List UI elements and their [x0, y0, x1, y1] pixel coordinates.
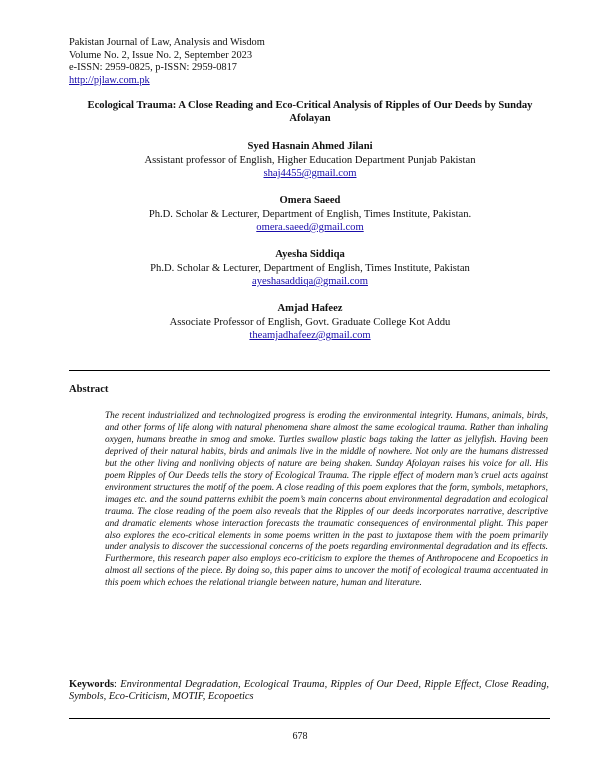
- author-block: [60, 194, 560, 235]
- author-affiliation: Ph.D. Scholar & Lecturer, Department of English, Times Institute, Pakistan.: [148, 208, 472, 220]
- author-block: [60, 302, 560, 343]
- journal-header: [69, 37, 265, 87]
- author-name: Omera Saeed: [279, 195, 341, 206]
- author-email-link[interactable]: ayeshasaddiqa@gmail.com: [252, 276, 368, 287]
- author-name: Ayesha Siddiqa: [275, 249, 345, 260]
- divider-top: [69, 370, 550, 371]
- keywords-block: Keywords: Environmental Degradation, Ecological Trauma, Ripples of Our Deed, Ripple Effect, Close Reading, Symbols, Eco-Criticism, MOTIF, Ecopoetics: [69, 679, 549, 703]
- author-block: [60, 140, 560, 181]
- author-name: Amjad Hafeez: [277, 303, 343, 314]
- keywords-label: Keywords: [69, 679, 115, 690]
- journal-name: Pakistan Journal of Law, Analysis and Wisdom: [69, 37, 265, 48]
- author-affiliation: Associate Professor of English, Govt. Graduate College Kot Addu: [169, 316, 451, 328]
- author-affiliation: Ph.D. Scholar & Lecturer, Department of English, Times Institute, Pakistan: [150, 262, 470, 274]
- author-affiliation: Assistant professor of English, Higher Education Department Punjab Pakistan: [144, 154, 476, 166]
- journal-volume: Volume No. 2, Issue No. 2, September 2023: [69, 49, 253, 61]
- keywords-values: Environmental Degradation, Ecological Trauma, Ripples of Our Deed, Ripple Effect, Close Reading, Symbols, Eco-Criticism, MOTIF, Ecopoetics: [69, 679, 549, 703]
- paper-title: Ecological Trauma: A Close Reading and Eco-Critical Analysis of Ripples of Our Deeds by Sunday Afolayan: [87, 100, 533, 124]
- journal-url-link[interactable]: http://pjlaw.com.pk: [69, 74, 150, 86]
- author-email-link[interactable]: omera.saeed@gmail.com: [256, 222, 364, 233]
- divider-bottom: [69, 718, 550, 719]
- author-name: Syed Hasnain Ahmed Jilani: [247, 141, 373, 152]
- abstract-heading: Abstract: [69, 384, 109, 395]
- journal-issn: e-ISSN: 2959-0825, p-ISSN: 2959-0817: [69, 62, 237, 74]
- page-number: 678: [292, 731, 308, 742]
- author-block: [60, 248, 560, 289]
- abstract-text: The recent industrialized and technologized progress is eroding the environmental integrity. Humans, animals, birds, and other forms of life along with natural phenomena share almost the same ecological trauma. Rather than inhaling oxygen, humans breathe in smog and smoke. Turtles swallow plastic bags taking the latter as jellyfish. Having been deprived of their natural habits, birds and animals live in the middle of nowhere. Not only are the humans distressed but the other living and nonliving objects of nature are being shaken. Sunday Afolayan raises his voice for all. His poem Ripples of Our Deeds tells the story of Ecological Trauma. The ripple effect of modern man’s cruel acts against environment structures the motif of the poem. A close reading of this poem explores that the form, symbols, metaphors, images etc. and the sound patterns exhibit the poem’s main concerns about environmental degradation and ecological trauma. The close reading of the poem also reveals that the Ripples of our deeds incorporates narrative, descriptive and dramatic elements whose interaction forecasts the traumatic consequences of environmental plight. This paper also explores the eco-critical elements in some poems written in the past to juxtapose them with the poem primarily under analysis to discover the successional concerns of the poets regarding environmental degradation and its effects. Furthermore, this research paper also employs eco-criticism to explore the themes of Anthropocene and Ecopoetics in almost all sections of the piece. By doing so, this paper aims to uncover the motif of ecological trauma accentuated in this poem which echoes the relational triangle between nature, human and literature.: [105, 411, 548, 589]
- author-email-link[interactable]: shaj4455@gmail.com: [263, 168, 357, 179]
- author-email-link[interactable]: theamjadhafeez@gmail.com: [249, 330, 371, 341]
